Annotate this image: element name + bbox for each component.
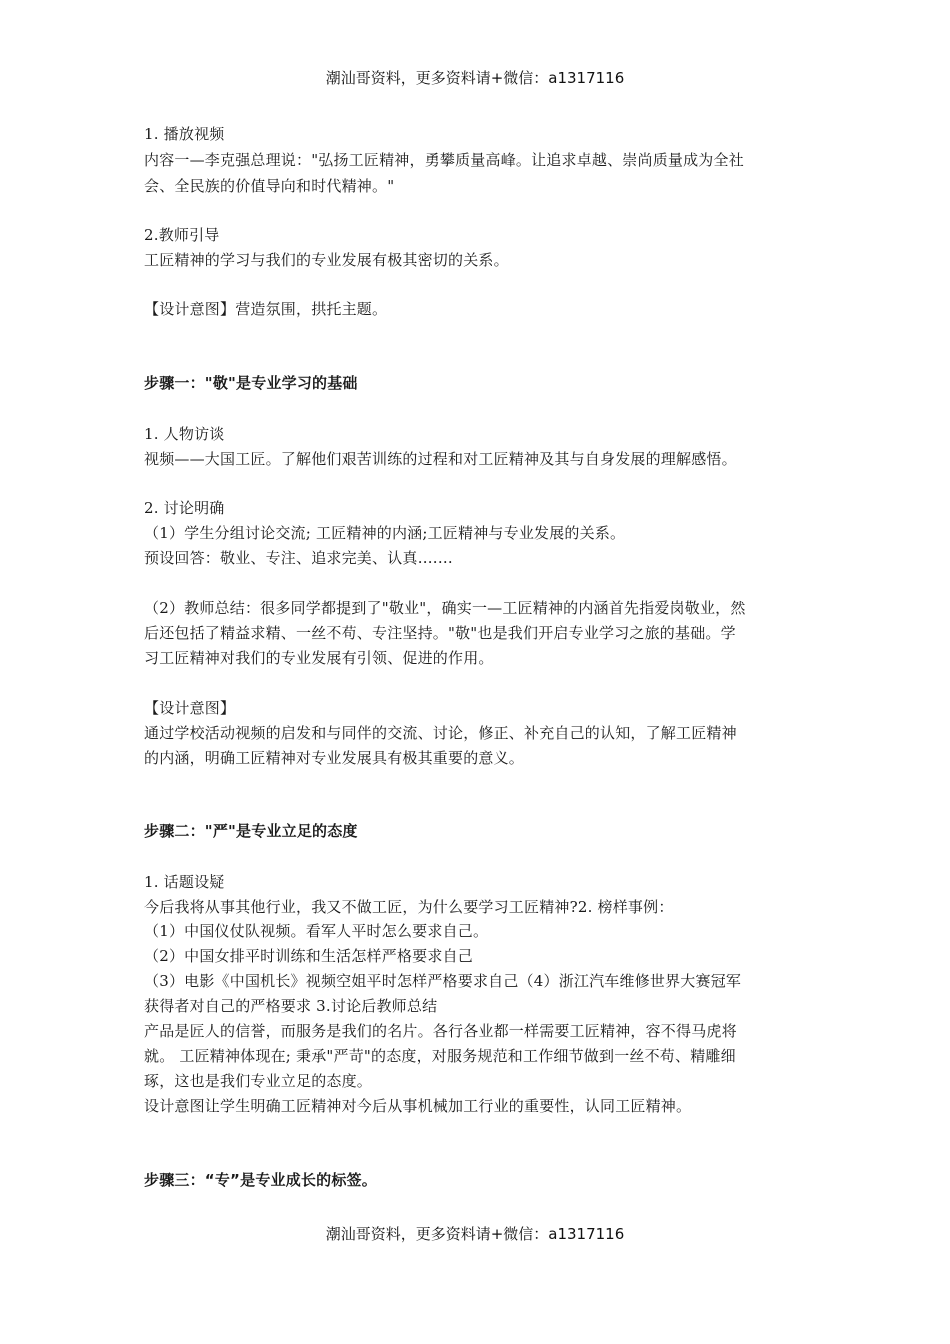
paragraph-line: 【设计意图】营造氛围，拱托主题。 [144, 300, 388, 318]
section-heading: 步骤一："敬"是专业学习的基础 [144, 374, 358, 392]
paragraph-line: （2）教师总结：很多同学都提到了"敬业"，确实一—工匠精神的内涵首先指爱岗敬业，然 [144, 599, 746, 617]
paragraph-line: 就。 工匠精神体现在; 秉承"严苛"的态度，对服务规范和工作细节做到一丝不苟、精雕细 [144, 1047, 736, 1065]
paragraph-line: 工匠精神的学习与我们的专业发展有极其密切的关系。 [144, 251, 509, 269]
paragraph-line: 今后我将从事其他行业，我又不做工匠，为什么要学习工匠精神?2. 榜样事例： [144, 898, 674, 916]
paragraph-line: 1. 话题设疑 [144, 873, 225, 891]
paragraph-line: 【设计意图】 [144, 699, 236, 717]
paragraph-line: 设计意图让学生明确工匠精神对今后从事机械加工行业的重要性，认同工匠精神。 [144, 1097, 692, 1115]
paragraph-line: 通过学校活动视频的启发和与同伴的交流、讨论，修正、补充自己的认知，了解工匠精神 [144, 724, 737, 742]
paragraph-line: 琢，这也是我们专业立足的态度。 [144, 1072, 373, 1090]
page-footer: 潮汕哥资料，更多资料请+微信：a1317116 [325, 1225, 625, 1243]
paragraph-line: 后还包括了精益求精、一丝不苟、专注坚持。"敬"也是我们开启专业学习之旅的基础。学 [144, 624, 736, 642]
paragraph-line: 习工匠精神对我们的专业发展有引领、促进的作用。 [144, 649, 494, 667]
paragraph-line: （1）学生分组讨论交流; 工匠精神的内涵;工匠精神与专业发展的关系。 [144, 524, 626, 542]
paragraph-line: 的内涵，明确工匠精神对专业发展具有极其重要的意义。 [144, 749, 525, 767]
paragraph-line: （3）电影《中国机长》视频空姐平时怎样严格要求自己（4）浙江汽车维修世界大赛冠军 [144, 972, 742, 990]
paragraph-line: 产品是匠人的信誉，而服务是我们的名片。各行各业都一样需要工匠精神，容不得马虎将 [144, 1022, 737, 1040]
paragraph-line: 视频——大国工匠。了解他们艰苦训练的过程和对工匠精神及其与自身发展的理解感悟。 [144, 450, 737, 468]
paragraph-line: 1. 播放视频 [144, 125, 225, 143]
paragraph-line: 预设回答：敬业、专注、追求完美、认真….… [144, 549, 453, 567]
paragraph-line: （1）中国仪仗队视频。看军人平时怎么要求自己。 [144, 922, 489, 940]
page-header: 潮汕哥资料，更多资料请+微信：a1317116 [325, 69, 625, 87]
paragraph-line: 内容一—李克强总理说："弘扬工匠精神，勇攀质量高峰。让追求卓越、崇尚质量成为全社 [144, 151, 744, 169]
paragraph-line: 2.教师引导 [144, 226, 220, 244]
paragraph-line: （2）中国女排平时训练和生活怎样严格要求自己 [144, 947, 473, 965]
paragraph-line: 会、全民族的价值导向和时代精神。" [144, 177, 395, 195]
section-heading: 步骤三：“专”是专业成长的标签。 [144, 1171, 377, 1189]
paragraph-line: 获得者对自己的严格要求 3.讨论后教师总结 [144, 997, 438, 1015]
paragraph-line: 2. 讨论明确 [144, 499, 225, 517]
paragraph-line: 1. 人物访谈 [144, 425, 225, 443]
section-heading: 步骤二："严"是专业立足的态度 [144, 822, 358, 840]
